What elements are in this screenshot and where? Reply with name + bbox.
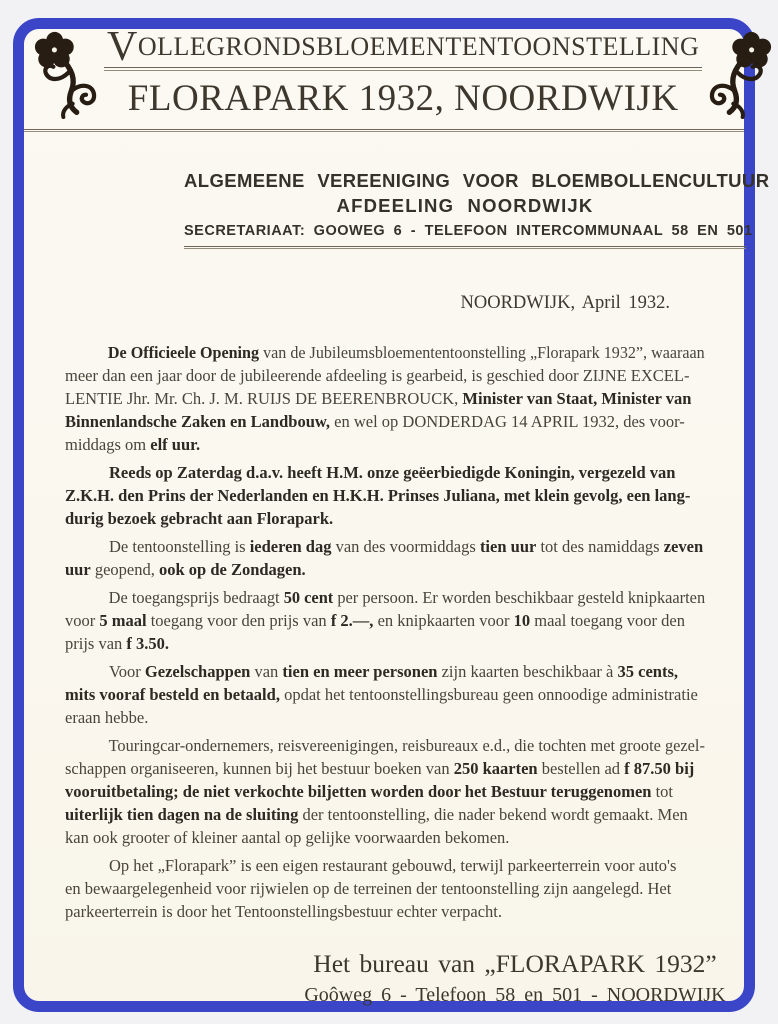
text-line: De Officieele Opening van de Jubileumsbloemententoonstelling „Florapark 1932”, waaraan <box>107 343 705 362</box>
flower-ornament-left-icon <box>32 31 104 119</box>
text-line: De toegangsprijs bedraagt 50 cent per persoon. Er worden beschikbaar gesteld knipkaarten <box>108 588 706 607</box>
paragraph <box>65 660 705 729</box>
text-line: kan ook grooter of kleiner aantal op gelijke voorwaarden bekomen. <box>65 828 510 847</box>
text-line: durig bezoek gebracht aan Florapark. <box>65 509 334 528</box>
association-name: ALGEMEENE VEREENIGING VOOR BLOEMBOLLENCULTUUR <box>184 170 770 191</box>
text-line: vooruitbetaling; de niet verkochte biljetten worden door het Bestuur teruggenomen tot <box>65 782 674 801</box>
text-line: Touringcar-ondernemers, reisvereenigingen, reisbureaux e.d., die tochten met groote gezel- <box>108 736 705 755</box>
text-line: middags om elf uur. <box>65 435 201 454</box>
text-line: schappen organiseeren, kunnen bij het bestuur boeken van 250 kaarten bestellen ad f 87.50 bij <box>65 759 695 778</box>
association-department: AFDEELING NOORDWIJK <box>336 195 594 216</box>
letter-body <box>65 341 705 923</box>
text-line: Z.K.H. den Prins der Nederlanden en H.K.H. Prinses Juliana, met klein gevolg, een lang- <box>65 486 691 505</box>
dateline: NOORDWIJK, April 1932. <box>460 293 670 313</box>
association-secretariat: SECRETARIAAT: GOOWEG 6 - TELEFOON INTERCOMMUNAAL 58 EN 501 <box>184 223 753 239</box>
text-line: meer dan een jaar door de jubileerende afdeeling is gearbeid, is geschied door ZIJNE EXCEL- <box>65 366 690 385</box>
bureau-line: Het bureau van „FLORAPARK 1932” <box>313 949 717 978</box>
exhibition-type-title <box>104 24 702 70</box>
header-divider-rule <box>24 129 744 132</box>
drop-cap: V <box>107 24 138 70</box>
exhibition-type-title-text: OLLEGRONDSBLOEMENTENTOONSTELLING <box>137 32 700 61</box>
paragraph <box>65 461 705 530</box>
text-line: Reeds op Zaterdag d.a.v. heeft H.M. onze geëerbiedigde Koningin, vergezeld van <box>109 463 676 482</box>
text-line: Op het „Florapark” is een eigen restaurant gebouwd, terwijl parkeerterrein voor auto's <box>109 856 677 875</box>
text-line: De tentoonstelling is iederen dag van des voormiddags tien uur tot des namiddags zeven <box>109 537 704 556</box>
text-line: prijs van f 3.50. <box>65 634 170 653</box>
flower-ornament-right-icon <box>702 31 774 119</box>
association-block <box>184 170 770 249</box>
text-line: uiterlijk tien dagen na de sluiting der tentoonstelling, die nader bekend wordt gemaakt. Men <box>65 805 688 824</box>
text-line: eraan hebbe. <box>65 708 149 727</box>
text-line: parkeerterrein is door het Tentoonstellingsbestuur echter verpacht. <box>65 902 503 921</box>
title-block <box>104 24 702 120</box>
document-page <box>13 18 770 1012</box>
text-line: Binnenlandsche Zaken en Landbouw, en wel op DONDERDAG 14 APRIL 1932, des voor- <box>65 412 685 431</box>
association-rule <box>184 246 746 249</box>
address-line: Goôweg 6 - Telefoon 58 en 501 - NOORDWIJK <box>304 984 726 1006</box>
paragraph <box>65 586 705 655</box>
text-line: mits vooraf besteld en betaald, opdat het tentoonstellingsbureau geen onnoodige administratie <box>65 685 698 704</box>
text-line: voor 5 maal toegang voor den prijs van f 2.—, en knipkaarten voor 10 maal toegang voor den <box>65 611 686 630</box>
paragraph <box>65 341 705 456</box>
paragraph <box>65 854 705 923</box>
text-line: Voor Gezelschappen van tien en meer personen zijn kaarten beschikbaar à 35 cents, <box>109 662 679 681</box>
letterhead <box>24 24 744 120</box>
paragraph <box>65 535 705 581</box>
main-title: FLORAPARK 1932, NOORDWIJK <box>127 78 679 119</box>
paragraph <box>65 734 705 849</box>
signature-block <box>280 949 750 1007</box>
text-line: uur geopend, ook op de Zondagen. <box>65 560 306 579</box>
text-line: LENTIE Jhr. Mr. Ch. J. M. RUIJS DE BEERENBROUCK, Minister van Staat, Minister van <box>65 389 692 408</box>
text-line: en bewaargelegenheid voor rijwielen op de terreinen der tentoonstelling zijn aangelegd. Het <box>65 879 672 898</box>
